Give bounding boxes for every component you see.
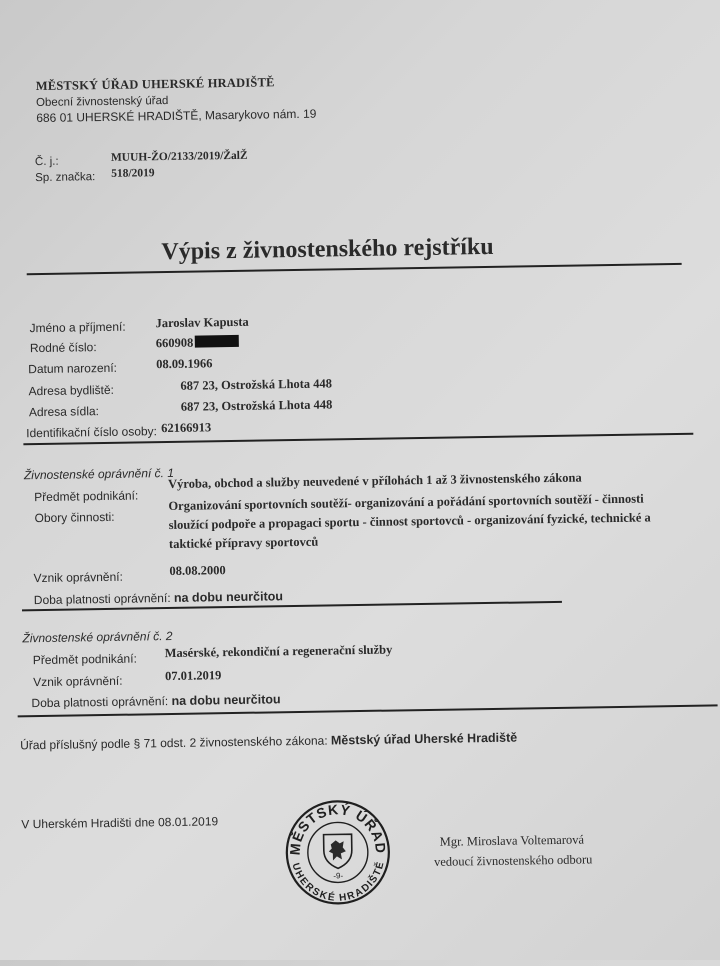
official-stamp (283, 798, 393, 908)
case-number-value: MUUH-ŽO/2133/2019/ŽalŽ (110, 149, 248, 164)
seat-label: Adresa sídla: (28, 404, 100, 420)
license-1-subject-value: Výroba, obchod a služby neuvedené v přílohách 1 až 3 živnostenského zákona (167, 470, 582, 492)
stamp-top-text: MĚSTSKÝ ÚŘAD (286, 801, 390, 856)
name-label: Jméno a příjmení: (29, 319, 126, 336)
license-1-heading: Živnostenské oprávnění č. 1 (23, 465, 175, 483)
license-1-validity-value: na dobu neurčitou (173, 589, 284, 605)
license-1-subject-label: Předmět podnikání: (34, 488, 139, 505)
coat-of-arms-icon (324, 834, 353, 868)
ico-value: 62166913 (161, 420, 212, 436)
residence-value: 687 23, Ostrožská Lhota 448 (180, 376, 333, 393)
ico-label: Identifikační číslo osoby: (26, 424, 158, 441)
seat-value: 687 23, Ostrožská Lhota 448 (180, 397, 333, 414)
authority-line: Úřad příslušný podle § 71 odst. 2 živnostenského zákona: Městský úřad Uherské Hradiště (20, 730, 518, 753)
license-2-origin-value: 07.01.2019 (164, 668, 222, 684)
case-number-label: Č. j.: (34, 155, 59, 169)
license-2-subject-value: Masérské, rekondiční a regenerační služby (164, 642, 393, 661)
license-2-heading: Živnostenské oprávnění č. 2 (22, 628, 173, 646)
redaction-block (194, 335, 238, 348)
license-2-origin-label: Vznik oprávnění: (33, 673, 123, 690)
issuer-address: 686 01 UHERSKÉ HRADIŠTĚ, Masarykovo nám. 19 (36, 106, 317, 126)
license-1-origin-label: Vznik oprávnění: (33, 569, 123, 586)
license-2-validity-value: na dobu neurčitou (171, 692, 281, 708)
dob-label: Datum narození: (28, 360, 118, 377)
birth-number-value: 660908 (156, 335, 239, 351)
stamp-bottom-text: UHERSKÉ HRADIŠTĚ (289, 860, 387, 904)
license-2-subject-label: Předmět podnikání: (32, 651, 137, 668)
issuer-department: Obecní živnostenský úřad (35, 94, 169, 110)
license-1-fields-value: Organizování sportovních soutěží- organizování a pořádání sportovních soutěží - činnosti sloužící podpoře a propagaci sportu - činnost sportovců - organizování fyzické, technické a taktické přípravy sportovců (168, 491, 651, 552)
title-divider (27, 263, 682, 275)
document-title: Výpis z živnostenského rejstříku (161, 233, 494, 266)
signer-name: Mgr. Miroslava Voltemarová (439, 832, 585, 849)
file-mark-label: Sp. značka: (35, 171, 96, 185)
license-1-fields-label: Obory činnosti: (34, 509, 115, 526)
birth-number-label: Rodné číslo: (29, 340, 97, 356)
place-date: V Uherském Hradišti dne 08.01.2019 (21, 814, 219, 832)
authority-value: Městský úřad Uherské Hradiště (330, 730, 518, 748)
name-value: Jaroslav Kapusta (155, 314, 249, 331)
dob-value: 08.09.1966 (156, 356, 213, 372)
file-mark-value: 518/2019 (111, 167, 155, 180)
stamp-number: -9- (333, 871, 344, 881)
issuer-name: MĚSTSKÝ ÚŘAD UHERSKÉ HRADIŠTĚ (35, 75, 275, 94)
license-1-origin-value: 08.08.2000 (169, 563, 226, 579)
residence-label: Adresa bydliště: (28, 382, 115, 399)
signer-role: vedoucí živnostenského odboru (433, 852, 593, 869)
license-1-validity-label: Doba platnosti oprávnění: na dobu neurčitou (33, 589, 284, 608)
license-2-validity-label: Doba platnosti oprávnění: na dobu neurčitou (31, 692, 281, 711)
